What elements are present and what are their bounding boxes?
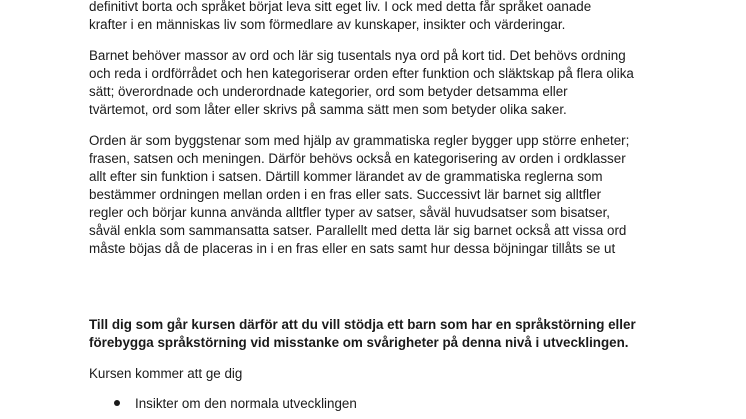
bullet-dot-icon: [114, 400, 120, 406]
paragraph-2-line-1: Barnet behöver massor av ord och lär sig tusentals nya ord på kort tid. Det behövs ordning: [89, 48, 626, 63]
paragraph-3-line-2: frasen, satsen och meningen. Därför behövs också en kategorisering av orden i ordklasser: [89, 151, 626, 166]
paragraph-3-line-7: måste böjas då de placeras in i en fras eller en sats samt hur dessa böjningar tillåts se ut: [89, 241, 616, 256]
course-intro: Kursen kommer att ge dig: [89, 366, 243, 381]
paragraph-2-line-4: tvärtemot, ord som låter eller skrivs på samma sätt men som betyder olika saker.: [89, 102, 567, 117]
paragraph-3-line-1: Orden är som byggstenar som med hjälp av grammatiska regler bygger upp större enheter;: [89, 133, 630, 148]
bold-paragraph-line-2: förebygga språkstörning vid misstanke om svårigheter på denna nivå i utvecklingen.: [89, 335, 629, 350]
paragraph-1-line-2: krafter i en människas liv som förmedlare av kunskaper, insikter och värderingar.: [89, 17, 566, 32]
bold-paragraph-line-1: Till dig som går kursen därför att du vill stödja ett barn som har en språkstörning eller: [89, 317, 636, 332]
paragraph-1-line-1: definitivt borta och språket börjat leva sitt eget liv. I ock med detta får språket oanade: [89, 0, 592, 14]
paragraph-3-line-4: bestämmer ordningen mellan orden i en fras eller sats. Successivt lär barnet sig alltfler: [89, 187, 602, 202]
paragraph-3-line-3: allt efter sin funktion i satsen. Därtill kommer lärandet av de grammatiska reglerna som: [89, 169, 603, 184]
paragraph-2-line-2: och reda i ordförrådet och hen kategoriserar orden efter funktion och släktskap på flera olika: [89, 66, 634, 81]
paragraph-2-line-3: sätt; överordnade och underordnade kategorier, ord som betyder detsamma eller: [89, 84, 568, 99]
paragraph-3-line-6: såväl enkla som sammansatta satser. Parallellt med detta lär sig barnet också att vissa ord: [89, 223, 627, 238]
bullet-item-1: Insikter om den normala utvecklingen: [135, 396, 357, 411]
paragraph-3-line-5: regler och börjar kunna använda alltfler typer av satser, såväl huvudsatser som bisatser,: [89, 205, 611, 220]
